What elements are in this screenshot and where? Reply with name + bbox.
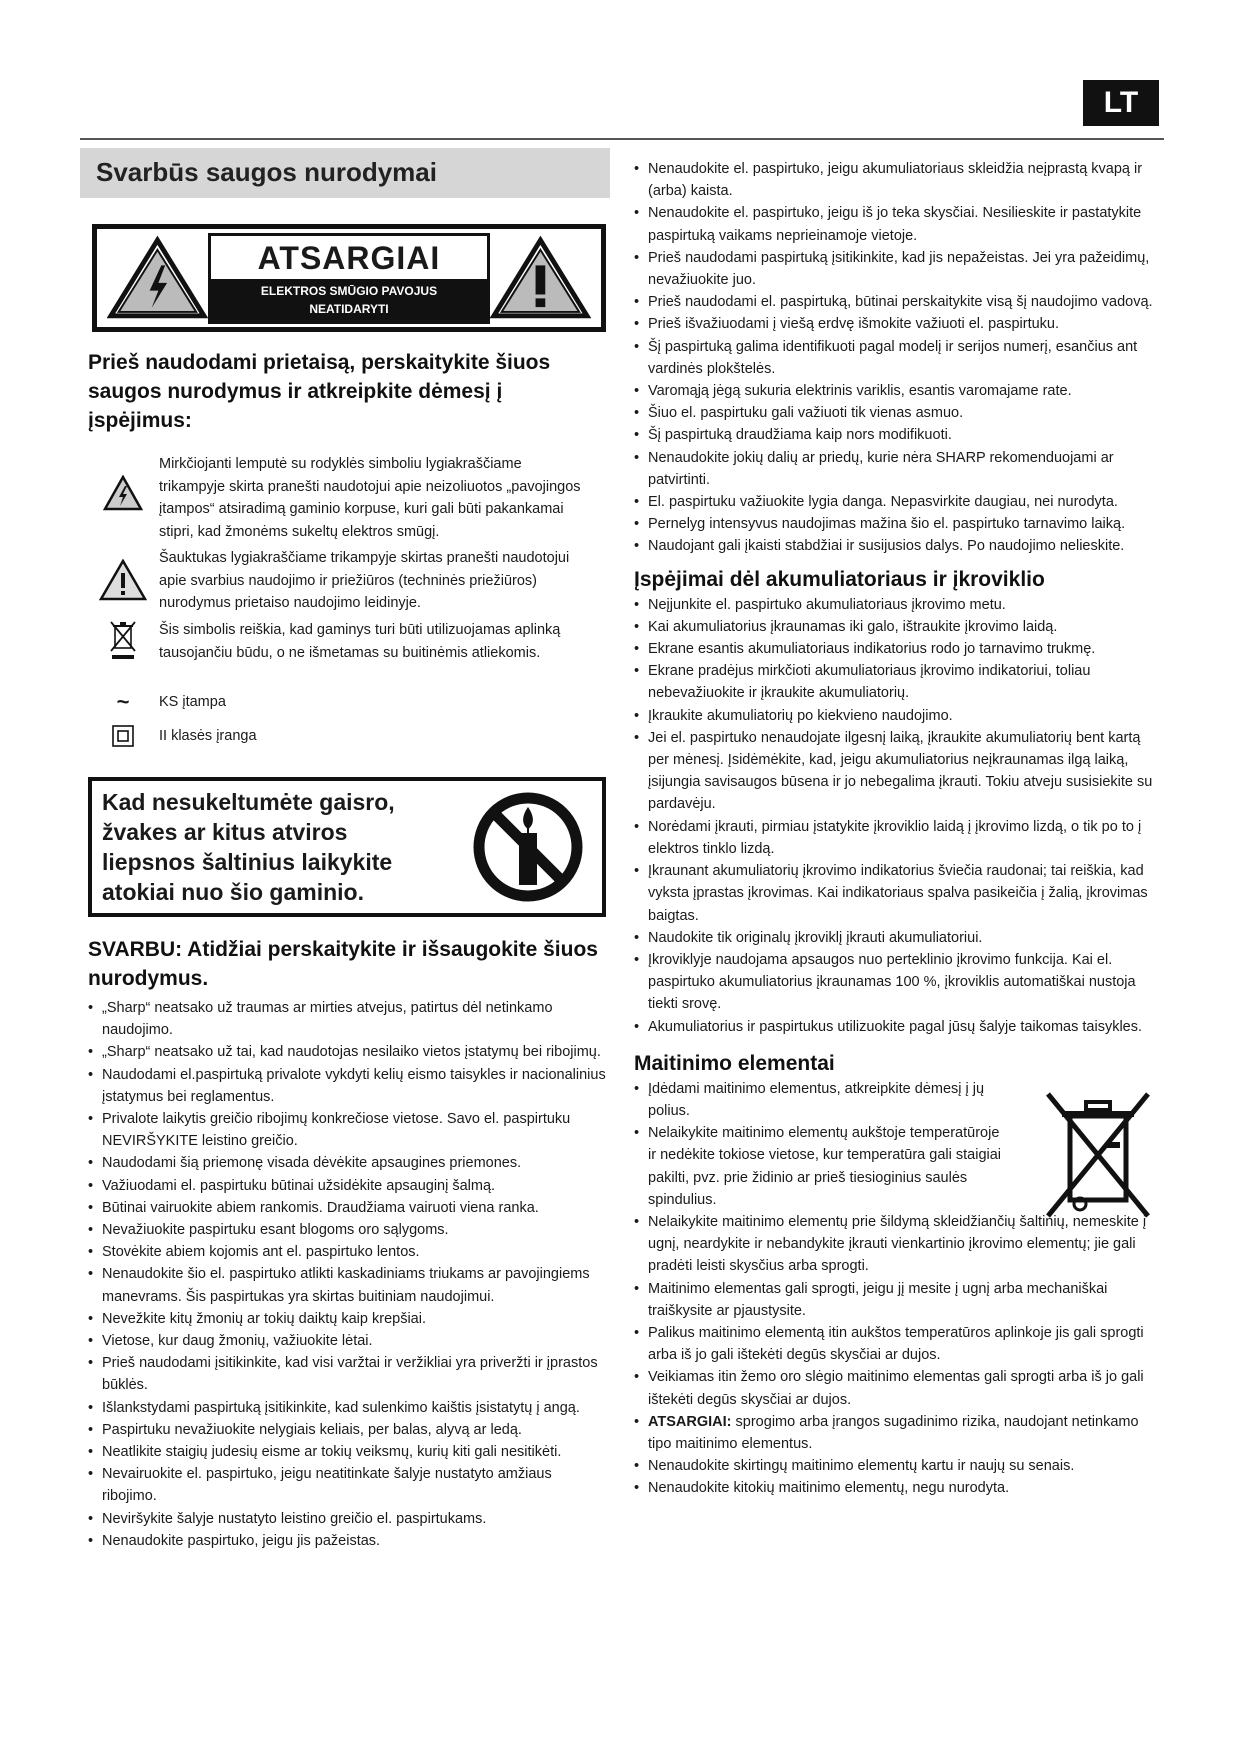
list-item: • Kai akumuliatorius įkraunamas iki galo, ištraukite įkrovimo laidą. (634, 616, 1164, 638)
fire-warning-box (88, 777, 606, 917)
list-item: • Šiuo el. paspirtuku gali važiuoti tik vienas asmuo. (634, 402, 1164, 424)
lightning-triangle-icon (107, 235, 208, 321)
ac-tilde-icon: ~ (116, 689, 130, 714)
list-item: • Įkroviklyje naudojama apsaugos nuo perteklinio įkrovimo funkcija. Kai el. paspirtuko akumuliatorius įkraunamas 100 %, įkroviklis automatiškai nustoja tiekti srovę. (634, 949, 1164, 1016)
crossed-bin-icon (108, 619, 138, 661)
list-item: • Nenaudokite skirtingų maitinimo elementų kartu ir naujų su senais. (634, 1455, 1164, 1477)
cells-list-narrow (634, 1078, 1004, 1211)
caution-label (92, 224, 606, 332)
list-item: • Prieš naudodami įsitikinkite, kad visi varžtai ir veržikliai yra priveržti ir įprastos būklės. (88, 1352, 610, 1396)
list-item: • Išlankstydami paspirtuką įsitikinkite, kad sulenkimo kaištis įsistatytų į angą. (88, 1397, 610, 1419)
list-item: • Važiuodami el. paspirtuku būtinai užsidėkite apsauginį šalmą. (88, 1175, 610, 1197)
caution-subtitle-2: NEATIDARYTI (309, 301, 389, 316)
list-item: • Naudodami šią priemonę visada dėvėkite apsaugines priemones. (88, 1152, 610, 1174)
symbol-text: Šauktukas lygiakraščiame trikampyje skirtas pranešti naudotojui apie svarbius naudojimo ir priežiūros (techninės priežiūros) nurodymus prietaiso naudojimo leidinyje. (159, 550, 570, 611)
list-item: • Akumuliatorius ir paspirtukus utilizuokite pagal jūsų šalyje taikomas taisykles. (634, 1016, 1164, 1038)
list-item: • Šį paspirtuką galima identifikuoti pagal modelį ir serijos numerį, esančius ant vardinės plokštelės. (634, 336, 1164, 380)
list-item: • Įkraukite akumuliatorių po kiekvieno naudojimo. (634, 705, 1164, 727)
caution-subtitle (211, 279, 487, 321)
list-item: • Vietose, kur daug žmonių, važiuokite lėtai. (88, 1330, 610, 1352)
list-item: • Veikiamas itin žemo oro slėgio maitinimo elementas gali sprogti arba iš jo gali ištekėti degūs skysčiai ar dujos. (634, 1366, 1164, 1410)
battery-heading: Įspėjimai dėl akumuliatoriaus ir įkroviklio (634, 567, 1045, 591)
important-heading: SVARBU: Atidžiai perskaitykite ir išsaugokite šiuos nurodymus. (88, 938, 598, 990)
list-item: • Norėdami įkrauti, pirmiau įstatykite įkroviklio laidą į įkrovimo lizdą, o tik po to į elektros tinklo lizdą. (634, 816, 1164, 860)
cells-list (634, 1211, 1164, 1411)
class-two-icon (112, 725, 134, 747)
cells-heading: Maitinimo elementai (634, 1051, 835, 1075)
list-item: • Nenaudokite šio el. paspirtuko atlikti kaskadiniams triukams ar pavojingiems manevrams. Šis paspirtukas yra skirtas buitiniam naudojimui. (88, 1263, 610, 1307)
list-item: • Nenaudokite paspirtuko, jeigu jis pažeistas. (88, 1530, 610, 1552)
list-item: • Nenaudokite el. paspirtuko, jeigu iš jo teka skysčiai. Nesilieskite ir pastatykite paspirtuką vaikams neprieinamoje vietoje. (634, 202, 1164, 246)
symbol-row-class2 (88, 725, 610, 755)
list-item: • Nevežkite kitų žmonių ar tokių daiktų kaip krepšiai. (88, 1308, 610, 1330)
list-item: • Nenaudokite kitokių maitinimo elementų, negu nurodyta. (634, 1477, 1164, 1499)
cells-section (634, 1078, 1164, 1500)
symbol-text: Mirkčiojanti lemputė su rodyklės simboliu lygiakraščiame trikampyje skirta pranešti naudotojui apie neizoliuotos „pavojingos įtampos“ atsiradimą gaminio korpuse, kuri gali būti pakankamai stipri, kad žmonėms sukeltų elektros smūgį. (159, 456, 581, 540)
cells-list-tail (634, 1455, 1164, 1499)
caution-subtitle-1: ELEKTROS SMŪGIO PAVOJUS (260, 283, 438, 298)
symbol-text: KS įtampa (159, 694, 226, 710)
list-item (634, 1411, 1164, 1455)
list-item: • Nenaudokite jokių dalių ar priedų, kurie nėra SHARP rekomenduojami ar patvirtinti. (634, 447, 1164, 491)
exclamation-triangle-icon (99, 559, 147, 601)
list-item: • „Sharp“ neatsako už traumas ar mirties atvejus, patirtus dėl netinkamo naudojimo. (88, 997, 610, 1041)
caution-text: sprogimo arba įrangos sugadinimo rizika, naudojant netinkamo tipo maitinimo elementus. (648, 1413, 1139, 1452)
caution-center (208, 233, 490, 324)
list-item: • Jei el. paspirtuko nenaudojate ilgesnį laiką, įkraukite akumuliatorių bent kartą per mėnesį. Įsidėmėkite, kad, jeigu akumuliatorius neįkraunamas ilgą laiką, įsijungia savisaugos būsena ir jo nebegalima įkrauti. Tokiu atveju susisiekite su pardavėju. (634, 727, 1164, 816)
list-item: • „Sharp“ neatsako už tai, kad naudotojas nesilaiko vietos įstatymų bei ribojimų. (88, 1041, 610, 1063)
list-item: • Prieš išvažiuodami į viešą erdvę išmokite važiuoti el. paspirtuku. (634, 313, 1164, 335)
section-title: Svarbūs saugos nurodymai (80, 148, 610, 198)
exclamation-triangle-icon (490, 235, 591, 321)
symbol-row-ac (88, 691, 610, 725)
list-item: • Įkraunant akumuliatorių įkrovimo indikatorius šviečia raudonai; tai reiškia, kad vyksta įprastas įkrovimas. Kai indikatoriaus spalva pasikeičia į žalią, įkrovimas baigtas. (634, 860, 1164, 927)
list-item: • Prieš naudodami paspirtuką įsitikinkite, kad jis nepažeistas. Jei yra pažeidimų, nevažiuokite juo. (634, 247, 1164, 291)
list-item: • Maitinimo elementas gali sprogti, jeigu jį mesite į ugnį arba mechaniškai traiškysite ar pjaustysite. (634, 1278, 1164, 1322)
list-item: • Naudojant gali įkaisti stabdžiai ir susijusios dalys. Po naudojimo nelieskite. (634, 535, 1164, 557)
symbol-row-voltage (88, 453, 610, 545)
list-item: • Nevažiuokite paspirtuku esant blogoms oro sąlygoms. (88, 1219, 610, 1241)
caution-title: ATSARGIAI (257, 239, 441, 276)
list-item: • Įdėdami maitinimo elementus, atkreipkite dėmesį į jų polius. (634, 1078, 1004, 1122)
language-badge: LT (1083, 80, 1159, 126)
battery-list (634, 594, 1164, 1038)
symbol-row-exclamation (88, 547, 610, 615)
list-item: • Ekrane pradėjus mirkčioti akumuliatoriaus įkrovimo indikatoriui, toliau nebevažiuokite ir įkraukite akumuliatorių. (634, 660, 1164, 704)
list-item: • Varomąją jėgą sukuria elektrinis variklis, esantis varomajame rate. (634, 380, 1164, 402)
list-item: • Nelaikykite maitinimo elementų prie šildymą skleidžiančių šaltinių, nemeskite į ugnį, neardykite ir nebandykite įkrauti vienkartinio įkrovimo elementų; jie gali pradėti leisti skysčius arba sprogti. (634, 1211, 1164, 1278)
fire-warning-text: Kad nesukeltumėte gaisro, žvakes ar kitus atviros liepsnos šaltinius laikykite atokiai nuo šio gaminio. (102, 789, 395, 905)
left-column (80, 148, 610, 1552)
list-item: • Nelaikykite maitinimo elementų aukštoje temperatūroje ir nedėkite tokiose vietose, kur temperatūra gali staigiai pakilti, pvz. prie židinio ar prieš tiesioginius saulės spindulius. (634, 1122, 1004, 1211)
list-item: • Neatlikite staigių judesių eisme ar tokių veiksmų, kurių kiti gali nesitikėti. (88, 1441, 610, 1463)
list-item: • Privalote laikytis greičio ribojimų konkrečiose vietose. Savo el. paspirtuku NEVIRŠYKITE leistino greičio. (88, 1108, 610, 1152)
lightning-triangle-icon (103, 475, 143, 511)
list-item: • Neviršykite šalyje nustatyto leistino greičio el. paspirtukams. (88, 1508, 610, 1530)
list-item: • El. paspirtuku važiuokite lygia danga. Nepasvirkite daugiau, nei nurodyta. (634, 491, 1164, 513)
no-candle-icon (472, 791, 584, 903)
left-safety-list (88, 997, 610, 1552)
header-rule (80, 138, 1164, 140)
intro-heading: Prieš naudodami prietaisą, perskaitykite šiuos saugos nurodymus ir atkreipkite dėmesį į įspėjimus: (88, 351, 551, 432)
symbol-row-weee (88, 619, 610, 689)
list-item: • Paspirtuku nevažiuokite nelygiais keliais, per balas, alyvą ar ledą. (88, 1419, 610, 1441)
caution-label-inline: ATSARGIAI: (648, 1413, 732, 1430)
cells-caution-list (634, 1411, 1164, 1455)
list-item: • Nevairuokite el. paspirtuko, jeigu neatitinkate šalyje nustatyto amžiaus ribojimo. (88, 1463, 610, 1507)
symbol-text: II klasės įranga (159, 728, 257, 744)
symbol-text: Šis simbolis reiškia, kad gaminys turi būti utilizuojamas aplinką tausojančiu būdu, o ne išmetamas su buitinėmis atliekomis. (159, 622, 561, 661)
list-item: • Pernelyg intensyvus naudojimas mažina šio el. paspirtuko tarnavimo laiką. (634, 513, 1164, 535)
list-item: • Palikus maitinimo elementą itin aukštos temperatūros aplinkoje jis gali sprogti arba iš jo gali ištekėti degūs skysčiai ar dujos. (634, 1322, 1164, 1366)
list-item: • Prieš naudodami el. paspirtuką, būtinai perskaitykite visą šį naudojimo vadovą. (634, 291, 1164, 313)
list-item: • Stovėkite abiem kojomis ant el. paspirtuko lentos. (88, 1241, 610, 1263)
crossed-bin-icon (1038, 1086, 1158, 1224)
right-column (634, 158, 1164, 1500)
list-item: • Naudodami el.paspirtuką privalote vykdyti kelių eismo taisykles ir nacionalinius įstatymus bei reglamentus. (88, 1064, 610, 1108)
list-item: • Neįjunkite el. paspirtuko akumuliatoriaus įkrovimo metu. (634, 594, 1164, 616)
list-item: • Nenaudokite el. paspirtuko, jeigu akumuliatoriaus skleidžia neįprastą kvapą ir (arba) kaista. (634, 158, 1164, 202)
list-item: • Naudokite tik originalų įkroviklį įkrauti akumuliatoriui. (634, 927, 1164, 949)
list-item: • Šį paspirtuką draudžiama kaip nors modifikuoti. (634, 424, 1164, 446)
list-item: • Ekrane esantis akumuliatoriaus indikatorius rodo jo tarnavimo trukmę. (634, 638, 1164, 660)
right-safety-list (634, 158, 1164, 558)
list-item: • Būtinai vairuokite abiem rankomis. Draudžiama vairuoti viena ranka. (88, 1197, 610, 1219)
